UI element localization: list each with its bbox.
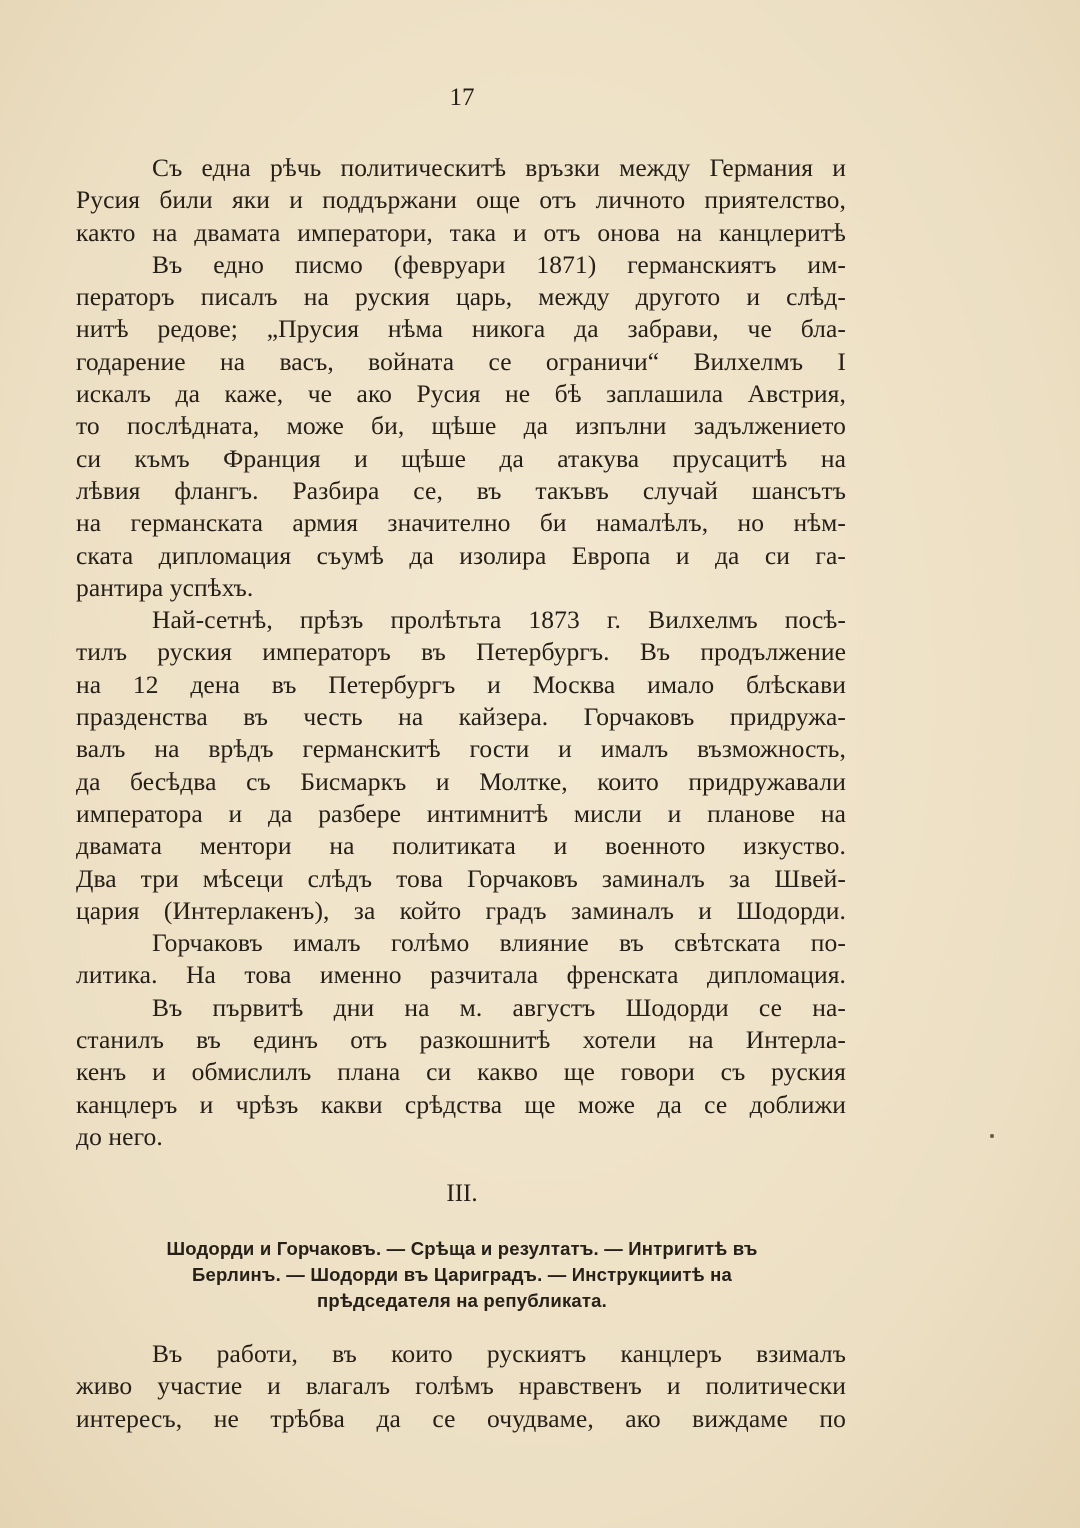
summary-line: прѣдседателя на републиката. (316, 1290, 607, 1311)
body-text-bottom (76, 1338, 846, 1435)
text-line: Най-сетнѣ, прѣзъ пролѣтьта 1873 г. Вилхелмъ посѣ- (152, 605, 846, 635)
text-line: императора и да разбере интимнитѣ мисли и планове на (76, 798, 846, 828)
paragraph-3 (76, 604, 846, 927)
text-line: Въ едно писмо (февруари 1871) германскиятъ им- (152, 249, 846, 279)
text-line: Горчаковъ ималъ голѣмо влияние въ свѣтската по- (152, 928, 846, 958)
summary-line: Берлинъ. — Шодорди въ Цариградъ. — Инструкциитѣ на (191, 1264, 733, 1285)
text-line: Въ работи, въ които рускиятъ канцлеръ взималъ (152, 1339, 846, 1368)
text-line: Два три мѣсеци слѣдъ това Горчаковъ заминалъ за Швей- (76, 863, 846, 893)
text-line: тилъ руския императоръ въ Петербургъ. Въ продължение (76, 637, 846, 667)
text-line: празденства въ честь на кайзера. Горчаковъ придружа- (76, 702, 846, 732)
paragraph-2 (76, 249, 846, 604)
text-line: литика. На това именно разчитала френската дипломация. (76, 960, 846, 990)
text-line: ператоръ писалъ на руския царь, между другото и слѣд- (76, 282, 846, 312)
text-line: рантира успѣхъ. (76, 572, 254, 602)
text-line: валъ на врѣдъ германскитѣ гости и ималъ възможность, (76, 734, 846, 764)
text-line: интересъ, не трѣбва да се очудваме, ако виждаме по (76, 1403, 846, 1433)
text-line: канцлеръ и чрѣзъ какви срѣдства ще може да се доближи (76, 1089, 846, 1119)
text-line: то послѣдната, може би, щѣше да изпълни задължението (76, 411, 846, 441)
text-line: кенъ и обмислилъ плана си какво ще говори съ руския (76, 1057, 846, 1087)
text-line: на 12 дена въ Петербургъ и Москва имало блѣскави (76, 669, 846, 699)
paragraph-6 (76, 1338, 846, 1435)
text-line: до него. (76, 1121, 163, 1151)
text-line: годарение на васъ, войната се ограничи“ Вилхелмъ I (76, 346, 846, 376)
text-line: станилъ въ единъ отъ разкошнитѣ хотели на Интерла- (76, 1025, 846, 1055)
paragraph-5 (76, 992, 846, 1153)
text-line: лѣвия флангъ. Разбира се, въ такъвъ случай шансътъ (76, 475, 846, 505)
chapter-numeral: III. (446, 1180, 478, 1207)
text-line: Съ една рѣчь политическитѣ връзки между Германия и (152, 153, 846, 182)
page-number: 17 (449, 84, 475, 111)
text-line: цария (Интерлакенъ), за който градъ заминалъ и Шодорди. (76, 895, 846, 925)
text-line: искалъ да каже, че ако Русия не бѣ заплашила Австрия, (76, 379, 846, 409)
text-line: си къмъ Франция и щѣше да атакува прусацитѣ на (76, 443, 846, 473)
text-line: Въ първитѣ дни на м. августъ Шодорди се на- (152, 992, 846, 1022)
text-line: нитѣ редове; „Прусия нѣма никога да забрави, че бла- (76, 314, 846, 344)
print-speck (990, 1134, 994, 1138)
body-text-top (76, 152, 846, 1153)
paragraph-4 (76, 927, 846, 992)
text-line: двамата ментори на политиката и военното изкуство. (76, 831, 846, 861)
text-line: на германската армия значително би намалѣлъ, но нѣм- (76, 508, 846, 538)
text-line: както на двамата императори, така и отъ онова на канцлеритѣ (76, 217, 846, 247)
paragraph-1 (76, 152, 846, 249)
text-line: Русия били яки и поддържани още отъ личното приятелство, (76, 185, 846, 215)
text-line: ската дипломация съумѣ да изолира Европа и да си га- (76, 540, 846, 570)
text-line: да бесѣдва съ Бисмаркъ и Молтке, които придружавали (76, 766, 846, 796)
chapter-summary (96, 1236, 828, 1314)
summary-line: Шодорди и Горчаковъ. — Срѣща и резултатъ. — Интригитѣ въ (166, 1238, 758, 1259)
text-line: живо участие и влагалъ голѣмъ нравственъ и политически (76, 1371, 846, 1401)
